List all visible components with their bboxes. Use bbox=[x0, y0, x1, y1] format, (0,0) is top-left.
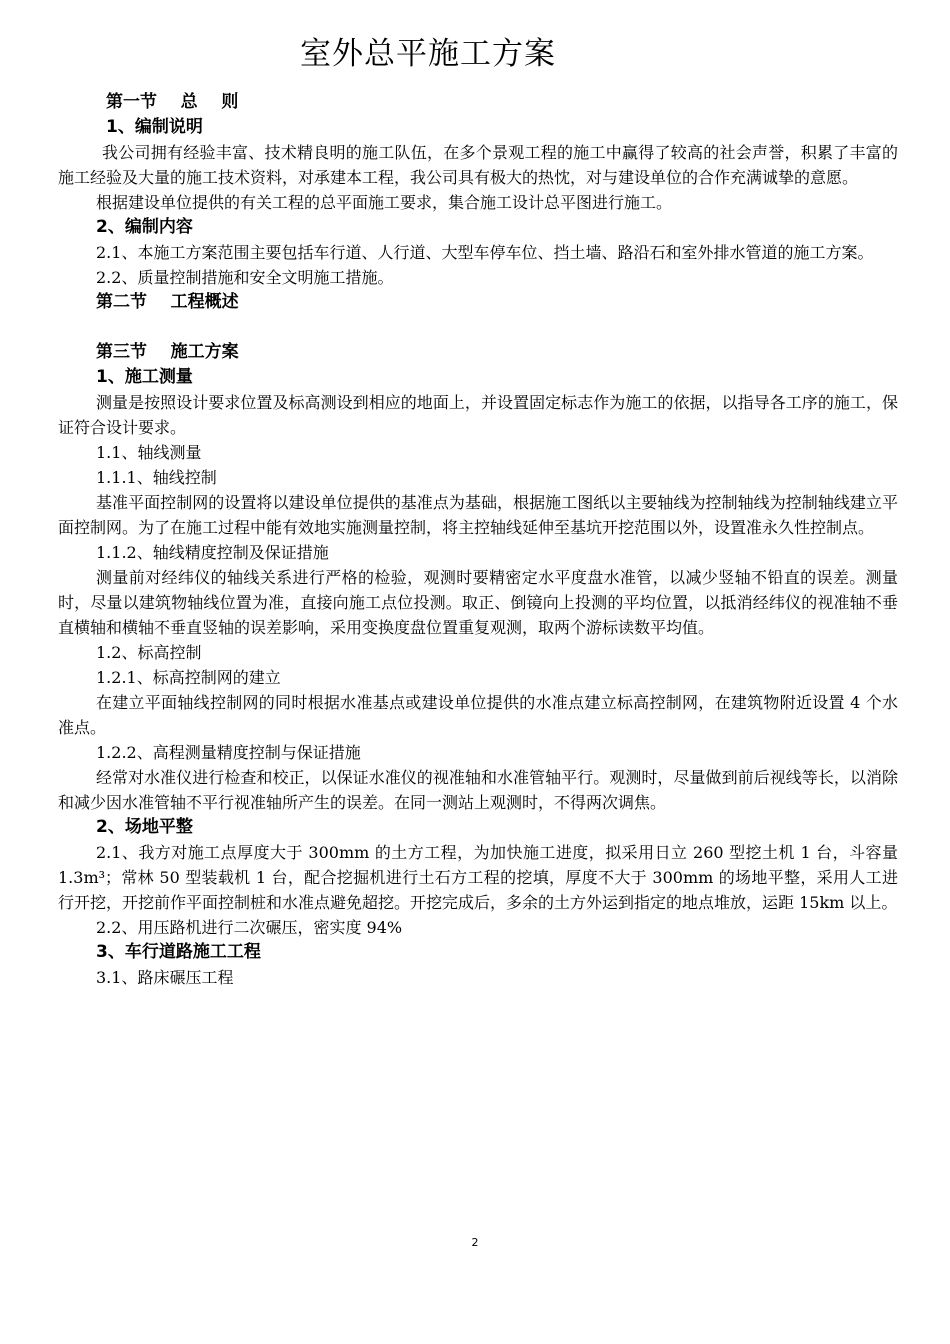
blank-line bbox=[58, 315, 898, 340]
section-heading-overview: 第二节 工程概述 bbox=[96, 292, 239, 312]
subheading: 3.1、路床碾压工程 bbox=[96, 968, 234, 987]
subheading: 1.1、轴线测量 bbox=[96, 443, 202, 462]
document-title: 室外总平施工方案 bbox=[300, 36, 556, 72]
document-body bbox=[58, 90, 898, 990]
section-heading-general: 第一节 总 则 bbox=[106, 92, 239, 112]
subheading: 1.2.1、标高控制网的建立 bbox=[96, 668, 281, 687]
subheading: 1.1.2、轴线精度控制及保证措施 bbox=[96, 543, 329, 562]
heading-site-leveling: 2、场地平整 bbox=[96, 817, 193, 837]
heading-compilation-content: 2、编制内容 bbox=[96, 217, 193, 237]
subheading: 1.2、标高控制 bbox=[96, 643, 202, 662]
subheading: 1.1.1、轴线控制 bbox=[96, 468, 217, 487]
paragraph: 2.1、本施工方案范围主要包括车行道、人行道、大型车停车位、挡土墙、路沿石和室外排水管道的施工方案。 bbox=[96, 243, 874, 262]
heading-compilation-notes: 1、编制说明 bbox=[106, 117, 203, 137]
paragraph: 测量前对经纬仪的轴线关系进行严格的检验，观测时要精密定水平度盘水准管，以减少竖轴不铅直的误差。测量时，尽量以建筑物轴线位置为准，直接向施工点位投测。取正、倒镜向上投测的平均位置，以抵消经纬仪的视准轴不垂直横轴和横轴不垂直竖轴的误差影响，采用变换度盘位置重复观测，取两个游标读数平均值。 bbox=[58, 568, 898, 637]
paragraph: 我公司拥有经验丰富、技术精良明的施工队伍，在多个景观工程的施工中赢得了较高的社会声誉，积累了丰富的施工经验及大量的施工技术资料，对承建本工程，我公司具有极大的热忱，对与建设单位的合作充满诚挚的意愿。 bbox=[58, 143, 898, 187]
paragraph: 根据建设单位提供的有关工程的总平面施工要求，集合施工设计总平图进行施工。 bbox=[96, 193, 673, 212]
heading-roadway: 3、车行道路施工工程 bbox=[96, 942, 261, 962]
paragraph: 基准平面控制网的设置将以建设单位提供的基准点为基础，根据施工图纸以主要轴线为控制轴线为控制轴线建立平面控制网。为了在施工过程中能有效地实施测量控制，将主控轴线延伸至基坑开挖范围以外，设置准永久性控制点。 bbox=[58, 493, 898, 537]
heading-survey: 1、施工测量 bbox=[96, 367, 193, 387]
paragraph: 2.1、我方对施工点厚度大于 300mm 的土方工程，为加快施工进度，拟采用日立 260 型挖土机 1 台，斗容量 1.3m³；常林 50 型装载机 1 台，配合挖掘机进行土石方工程的挖填，厚度不大于 300mm 的场地平整，采用人工进行开挖，开挖前作平面控制桩和水准点避免超挖。开挖完成后，多余的土方外运到指定的地点堆放，运距 15km 以上。 bbox=[58, 843, 898, 912]
paragraph: 在建立平面轴线控制网的同时根据水准基点或建设单位提供的水准点建立标高控制网，在建筑物附近设置 4 个水准点。 bbox=[58, 693, 898, 737]
paragraph: 2.2、质量控制措施和安全文明施工措施。 bbox=[96, 268, 394, 287]
paragraph: 2.2、用压路机进行二次碾压，密实度 94% bbox=[96, 918, 403, 937]
page-number: 2 bbox=[471, 1236, 479, 1249]
paragraph: 经常对水准仪进行检查和校正，以保证水准仪的视准轴和水准管轴平行。观测时，尽量做到前后视线等长，以消除和减少因水准管轴不平行视准轴所产生的误差。在同一测站上观测时，不得两次调焦。 bbox=[58, 768, 898, 812]
section-heading-plan: 第三节 施工方案 bbox=[96, 342, 239, 362]
subheading: 1.2.2、高程测量精度控制与保证措施 bbox=[96, 743, 361, 762]
paragraph: 测量是按照设计要求位置及标高测设到相应的地面上，并设置固定标志作为施工的依据，以指导各工序的施工，保证符合设计要求。 bbox=[58, 393, 898, 437]
